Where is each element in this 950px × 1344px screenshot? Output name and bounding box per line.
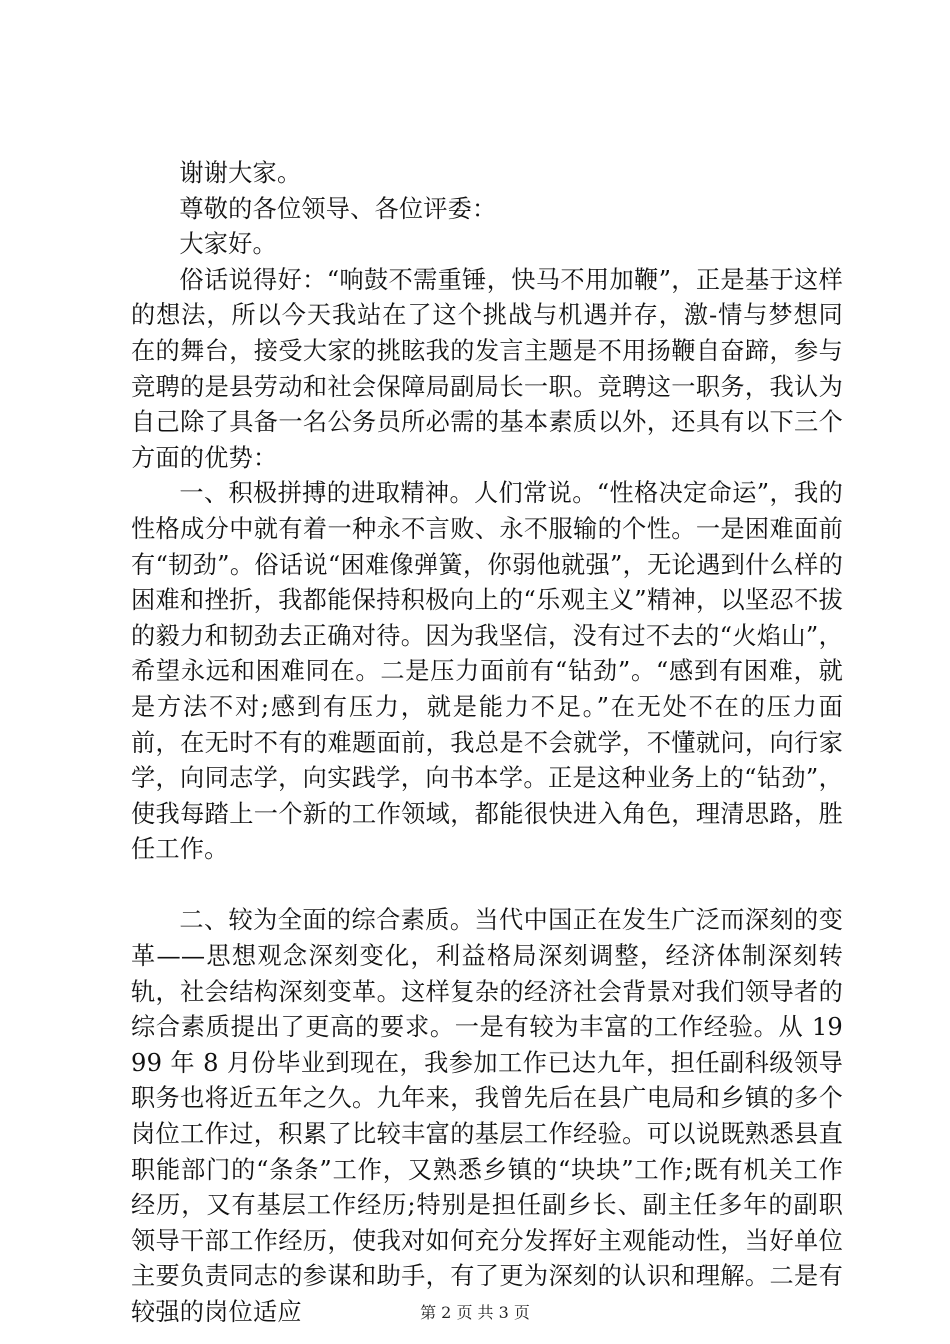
paragraph-thanks: 谢谢大家。 <box>179 159 302 187</box>
page-footer: 第 2 页 共 3 页 <box>420 1303 530 1322</box>
document-body <box>131 156 843 1331</box>
paragraph-greeting: 大家好。 <box>179 230 277 259</box>
paragraph-introduction: 俗话说得好：“响鼓不需重锤，快马不用加鞭”，正是基于这样的想法，所以今天我站在了这个挑战与机遇并存，激-情与梦想同在的舞台，接受大家的挑眩我的发言主题是不用扬鞭自奋蹄，参与竞聘的是县劳动和社会保障局副局长一职。竞聘这一职务，我认为自己除了具备一名公务员所必需的基本素质以外，还具有以下三个方面的优势： <box>131 265 843 472</box>
paragraph-salutation: 尊敬的各位领导、各位评委： <box>179 194 497 223</box>
paragraph-advantage-two: 二、较为全面的综合素质。当代中国正在发生广泛而深刻的变革——思想观念深刻变化，利益格局深刻调整，经济体制深刻转轨，社会结构深刻变革。这样复杂的经济社会背景对我们领导者的综合素质提出了更高的要求。一是有较为丰富的工作经验。从 1999 年 8 月份毕业到现在，我参加工作已达九年，担任副科级领导职务也将近五年之久。九年来，我曾先后在县广电局和乡镇的多个岗位工作过，积累了比较丰富的基层工作经验。可以说既熟悉县直职能部门的“条条”工作，又熟悉乡镇的“块块”工作;既有机关工作经历，又有基层工作经历;特别是担任副乡长、副主任多年的副职领导干部工作经历，使我对如何充分发挥好主观能动性，当好单位主要负责同志的参谋和助手，有了更为深刻的认识和理解。二是有较强的岗位适应 <box>131 906 843 1326</box>
paragraph-advantage-one: 一、积极拼搏的进取精神。人们常说。“性格决定命运”，我的性格成分中就有着一种永不言败、永不服输的个性。一是困难面前有“韧劲”。俗话说“困难像弹簧，你弱他就强”，无论遇到什么样的困难和挫折，我都能保持积极向上的“乐观主义”精神，以坚忍不拔的毅力和韧劲去正确对待。因为我坚信，没有过不去的“火焰山”，希望永远和困难同在。二是压力面前有“钻劲”。“感到有困难，就是方法不对;感到有压力，就是能力不足。”在无处不在的压力面前，在无时不有的难题面前，我总是不会就学，不懂就问，向行家学，向同志学，向实践学，向书本学。正是这种业务上的“钻劲”，使我每踏上一个新的工作领域，都能很快进入角色，理清思路，胜任工作。 <box>131 479 843 864</box>
